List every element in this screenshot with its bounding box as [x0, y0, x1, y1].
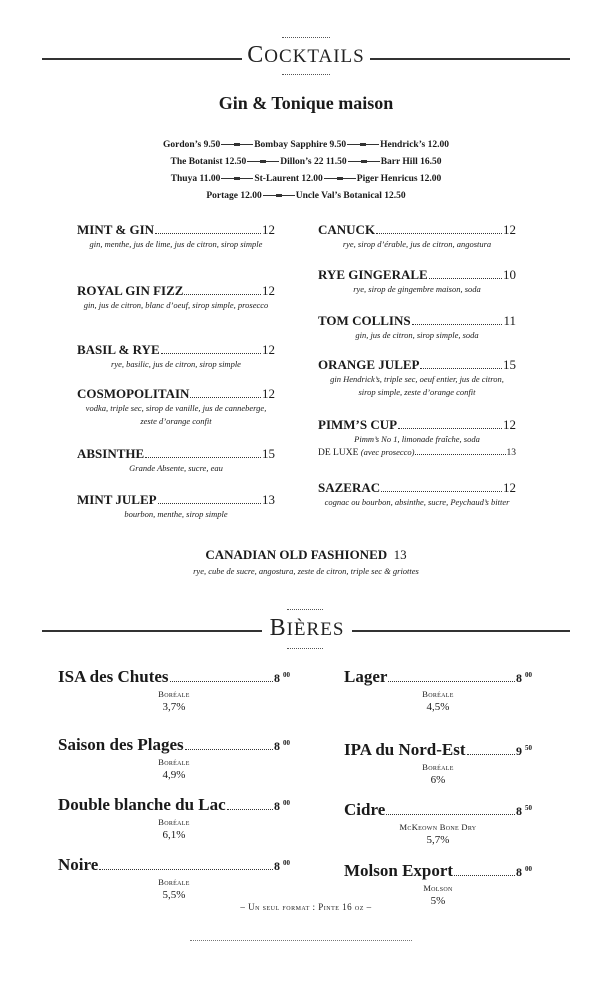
cocktail-name: MINT & GIN — [77, 222, 155, 237]
beer-item — [344, 798, 532, 847]
beer-abv: 3,7% — [162, 701, 186, 713]
cocktail-description: bourbon, menthe, sirop simple — [124, 509, 228, 519]
beer-abv: 4,5% — [426, 701, 450, 713]
cocktail-price: 12 — [262, 222, 275, 237]
beer-abv: 5,5% — [162, 889, 186, 901]
cocktail-price: 11 — [503, 313, 516, 328]
beer-price: 8 $^{00}$ — [274, 859, 290, 873]
cocktail-name: ABSINTHE — [77, 446, 145, 461]
beer-item — [344, 859, 532, 908]
gin-tonic-title: Gin & Tonique maison — [218, 93, 394, 113]
bieres-rule-left — [42, 630, 262, 632]
bieres-heading: BIÈRES — [269, 615, 345, 641]
cocktail-item — [318, 222, 516, 251]
cocktail-item — [318, 313, 516, 342]
cocktail-item — [77, 283, 275, 312]
beer-name: Cidre — [344, 800, 386, 819]
cocktail-name: PIMM’S CUP — [318, 417, 398, 432]
beer-abv: 5,7% — [426, 834, 450, 846]
beer-price: 8 $^{00}$ — [516, 671, 532, 685]
cocktail-item — [77, 492, 275, 521]
cocktail-description: Pimm’s No 1, limonade fraîche, soda — [354, 434, 480, 444]
cocktail-description: Grande Absente, sucre, eau — [129, 463, 223, 473]
beer-item — [58, 733, 290, 782]
cocktail-item — [77, 386, 275, 428]
bieres-rule-right — [352, 630, 570, 632]
cocktail-price: 12 — [262, 283, 275, 298]
bieres-dots-top — [287, 609, 323, 610]
cocktail-item — [318, 417, 516, 458]
cocktail-name: BASIL & RYE — [77, 342, 160, 357]
gin-row: Portage 12.00 Uncle Val’s Botanical 12.50 — [206, 191, 406, 201]
cocktail-price: 12 — [262, 386, 275, 401]
cocktail-description: rye, sirop de gingembre maison, soda — [353, 284, 481, 294]
gin-row: The Botanist 12.50 Dillon’s 22 11.50 Barr Hill 16.50 — [170, 157, 442, 167]
cocktail-description: cognac ou bourbon, absinthe, sucre, Peychaud’s bitter — [324, 497, 510, 507]
cocktail-description: gin, jus de citron, blanc d’oeuf, sirop simple, prosecco — [83, 300, 269, 310]
cocktail-item — [318, 357, 516, 399]
cocktail-price: 12 — [503, 480, 516, 495]
cocktail-description: gin, jus de citron, sirop simple, soda — [355, 330, 479, 340]
beer-brand: Boréale — [158, 877, 190, 887]
bieres-dots-bottom — [287, 648, 323, 649]
beer-name: Lager — [344, 667, 388, 686]
cocktail-item — [318, 480, 516, 509]
beer-brand: Boréale — [158, 689, 190, 699]
cocktail-price: 12 — [262, 342, 275, 357]
gin-row: Gordon’s 9.50 Bombay Sapphire 9.50 Hendrick’s 12.00 — [163, 140, 449, 150]
cocktail-name: TOM COLLINS — [318, 313, 411, 328]
cocktail-description: gin Hendrick’s, triple sec, oeuf entier, jus de citron, sirop simple, zeste d’orange confit — [330, 374, 504, 397]
cocktail-variant: DE LUXE (avec prosecco) 13 — [318, 447, 516, 458]
beer-abv: 6,1% — [162, 829, 186, 841]
beer-item — [58, 793, 290, 842]
beer-brand: Boréale — [158, 757, 190, 767]
beer-name: Molson Export — [344, 861, 454, 880]
beer-brand: Boréale — [158, 817, 190, 827]
cocktail-description: rye, basilic, jus de citron, sirop simple — [111, 359, 241, 369]
footer-divider — [190, 940, 412, 941]
cocktails-rule-left — [42, 58, 242, 60]
beer-price: 8 $^{00}$ — [274, 739, 290, 753]
cocktail-name: SAZERAC — [318, 480, 381, 495]
beer-brand: Boréale — [422, 762, 454, 772]
beer-abv: 6% — [430, 774, 446, 786]
cocktails-dots-top — [282, 37, 330, 38]
featured-cocktail-description: rye, cube de sucre, angostura, zeste de citron, triple sec & griottes — [193, 566, 419, 576]
cocktail-price: 12 — [503, 417, 516, 432]
beer-price: 8 $^{00}$ — [516, 865, 532, 879]
beer-name: IPA du Nord-Est — [344, 740, 466, 759]
cocktail-description: vodka, triple sec, sirop de vanille, jus de canneberge, zeste d’orange confit — [85, 403, 267, 426]
cocktail-description: rye, sirop d’érable, jus de citron, angostura — [342, 239, 492, 249]
cocktails-dots-bottom — [282, 74, 330, 75]
gin-row: Thuya 11.00 St-Laurent 12.00 Piger Henricus 12.00 — [170, 174, 442, 184]
beer-name: Double blanche du Lac — [58, 795, 226, 814]
cocktail-price: 10 — [503, 267, 516, 282]
featured-cocktail-price: 13 — [393, 547, 407, 562]
beer-name: Saison des Plages — [58, 735, 184, 754]
featured-cocktail — [0, 547, 612, 563]
beer-price: 8 $^{50}$ — [516, 804, 532, 818]
featured-cocktail-name: CANADIAN OLD FASHIONED — [205, 547, 388, 562]
beer-price: 8 $^{00}$ — [274, 799, 290, 813]
cocktail-description: gin, menthe, jus de lime, jus de citron, sirop simple — [89, 239, 263, 249]
cocktail-name: COSMOPOLITAIN — [77, 386, 190, 401]
beer-item — [344, 738, 532, 787]
cocktail-price: 13 — [262, 492, 275, 507]
cocktail-item — [318, 267, 516, 296]
cocktails-heading: COCKTAILS — [247, 42, 365, 68]
beer-name: Noire — [58, 855, 99, 874]
beer-item — [58, 665, 290, 714]
cocktail-name: ORANGE JULEP — [318, 357, 420, 372]
beer-item — [58, 853, 290, 902]
cocktail-item — [77, 446, 275, 475]
beer-abv: 4,9% — [162, 769, 186, 781]
cocktail-price: 12 — [503, 222, 516, 237]
cocktail-price: 15 — [262, 446, 275, 461]
beer-price: 8 $^{00}$ — [274, 671, 290, 685]
cocktail-name: ROYAL GIN FIZZ — [77, 283, 184, 298]
beer-item — [344, 665, 532, 714]
cocktail-name: CANUCK — [318, 222, 376, 237]
beer-brand: Molson — [423, 883, 453, 893]
cocktail-name: MINT JULEP — [77, 492, 157, 507]
beer-name: ISA des Chutes — [58, 667, 169, 686]
cocktail-item — [77, 222, 275, 251]
cocktail-name: RYE GINGERALE — [318, 267, 428, 282]
beer-abv: 5% — [430, 895, 446, 907]
cocktails-rule-right — [370, 58, 570, 60]
cocktail-item — [77, 342, 275, 371]
beer-brand: McKeown Bone Dry — [399, 822, 477, 832]
format-note: – Un seul format : Pinte 16 oz – — [240, 902, 372, 912]
beer-brand: Boréale — [422, 689, 454, 699]
cocktail-price: 15 — [503, 357, 516, 372]
beer-price: 9 $^{50}$ — [516, 744, 532, 758]
